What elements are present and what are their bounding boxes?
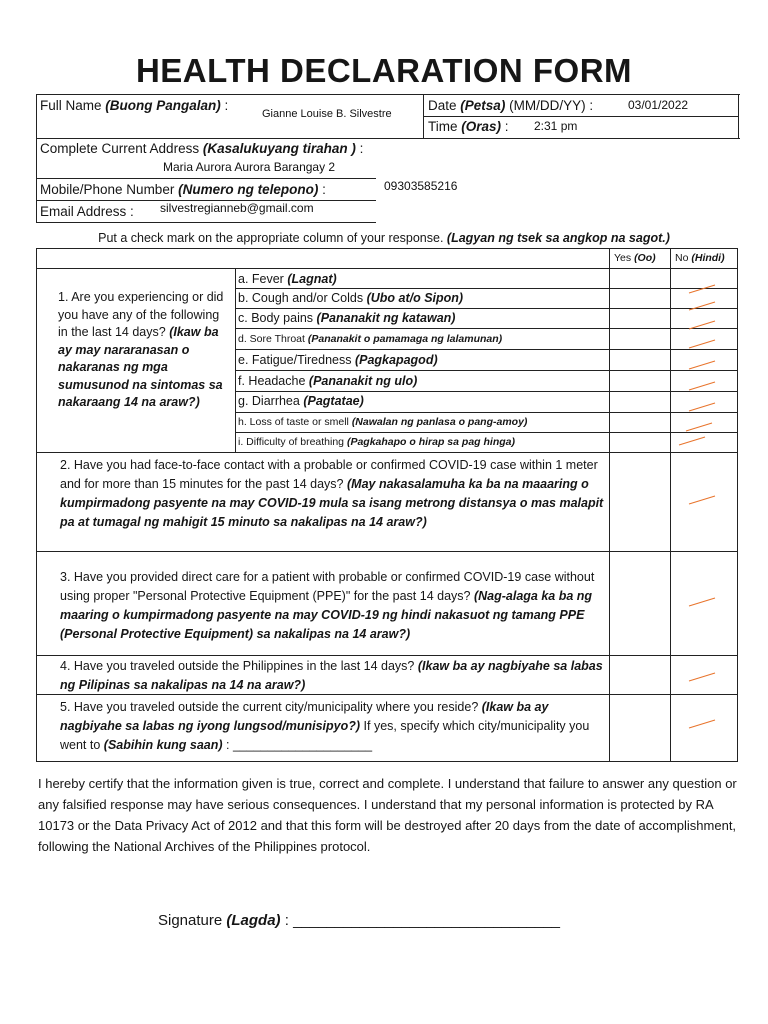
name-row-bottom (36, 138, 740, 139)
check-mark-q2-no[interactable] (688, 495, 716, 505)
symptom-sore-throat: d. Sore Throat (Pananakit o pamamaga ng lalamunan) (238, 333, 503, 345)
certification-text: I hereby certify that the information given is true, correct and complete. I understand that failure to answer any question or any falsified response may have serious consequences. I understand that my personal information is protected by RA 10173 or the Data Privacy Act of 2012 and that this form will be destroyed after 20 days from the date of accomplishment, following the National Archives of the Philippines protocol. (38, 776, 737, 854)
check-mark-q5-no[interactable] (688, 719, 716, 729)
header-left-border (36, 94, 37, 222)
form-title: HEALTH DECLARATION FORM (135, 52, 633, 89)
symptom-row-line (235, 370, 738, 371)
date-field[interactable]: 03/01/2022 (628, 98, 689, 112)
check-mark-q3-no[interactable] (688, 597, 716, 607)
symptom-row-line (235, 349, 738, 350)
table-left-border (36, 248, 37, 762)
symptom-diarrhea: g. Diarrhea (Pagtatae) (238, 394, 364, 408)
check-mark-fatigue-no[interactable] (688, 360, 716, 370)
symptom-headache: f. Headache (Pananakit ng ulo) (238, 374, 418, 388)
check-mark-fever-no[interactable] (688, 284, 716, 294)
signature-field[interactable]: Signature (Lagda) : ________________________________ (158, 912, 561, 929)
question-1-text: 1. Are you experiencing or did you have any of the following in the last 14 days? (Ikaw ba ay may nararanasan o nakaranas ng mga sumusunod na sintomas sa nakaraang 14 na araw?) (58, 290, 224, 409)
symptom-row-line (235, 308, 738, 309)
check-mark-loss-of-taste-no[interactable] (685, 422, 713, 432)
header-row-bottom (36, 268, 738, 269)
symptom-cough: b. Cough and/or Colds (Ubo at/o Sipon) (238, 291, 464, 305)
check-mark-diarrhea-no[interactable] (688, 402, 716, 412)
phone-field[interactable]: 09303585216 (384, 179, 458, 193)
table-top-border (36, 248, 738, 249)
questions-table (36, 248, 738, 762)
question-2-text: 2. Have you had face-to-face contact with a probable or confirmed COVID-19 case within 1 meter and for more than 15 minutes for the past 14 days? (May nakasalamuha ka ba na maaaring o kumpirmadong pasyente na may COVID-19 mula sa isang metrong distansya o mas malapit pa at tumagal ng mahigit 15 minuto sa nakalipas na 14 araw?) (60, 458, 604, 529)
email-row-bottom (36, 222, 376, 223)
check-mark-cough-no[interactable] (688, 301, 716, 311)
email-label: Email Address : (40, 204, 134, 219)
q1-row-bottom (36, 452, 738, 453)
symptom-fever: a. Fever (Lagnat) (238, 272, 337, 286)
check-mark-q4-no[interactable] (688, 672, 716, 682)
question-4-text: 4. Have you traveled outside the Philippines in the last 14 days? (Ikaw ba ay nagbiyahe sa labas ng Pilipinas sa nakalipas na 14 na araw?) (60, 659, 603, 692)
yes-column-header: Yes (Oo) (614, 252, 656, 264)
date-label: Date (Petsa) (MM/DD/YY) : (428, 98, 594, 113)
symptom-row-line (235, 328, 738, 329)
email-field[interactable]: silvestregianneb@gmail.com (160, 201, 314, 215)
check-mark-headache-no[interactable] (688, 381, 716, 391)
full-name-label: Full Name (Buong Pangalan) : (40, 98, 229, 113)
header-top-border (36, 94, 740, 95)
question-5-text: 5. Have you traveled outside the current city/municipality where you reside? (Ikaw ba ay nagbiyahe sa labas ng iyong lungsod/munisipyo?) If yes, specify which city/municipality you went to (Sabihin kung saan) : ____________________ (60, 700, 590, 752)
no-column-header: No (Hindi) (675, 252, 725, 264)
symptom-body-pains: c. Body pains (Pananakit ng katawan) (238, 311, 456, 325)
symptom-fatigue: e. Fatigue/Tiredness (Pagkapagod) (238, 353, 438, 367)
address-field[interactable]: Maria Aurora Aurora Barangay 2 (163, 160, 336, 174)
table-right-border (737, 248, 738, 762)
symptom-row-line (235, 391, 738, 392)
yes-column-divider (609, 248, 610, 762)
date-time-divider (423, 116, 739, 117)
q2-row-bottom (36, 551, 738, 552)
symptom-row-line (235, 288, 738, 289)
time-field[interactable]: 2:31 pm (534, 119, 578, 133)
instruction-text: Put a check mark on the appropriate column of your response. (Lagyan ng tsek sa angkop na sagot.) (98, 231, 670, 245)
no-column-divider (670, 248, 671, 762)
check-mark-sore-throat-no[interactable] (688, 339, 716, 349)
time-label: Time (Oras) : (428, 119, 509, 134)
question-3-text: 3. Have you provided direct care for a patient with probable or confirmed COVID-19 case without using proper "Personal Protective Equipment (PPE)" for the past 14 days? (Nag-alaga ka ba ng maaring o kumpirmadong pasyente na may COVID-19 ng hindi nakasuot ng tamang PPE (Personal Protective Equipment) sa nakalipas na 14 araw?) (60, 570, 595, 641)
symptom-loss-of-taste: h. Loss of taste or smell (Nawalan ng panlasa o pang-amoy) (238, 416, 528, 428)
check-mark-difficulty-breathing-no[interactable] (678, 436, 706, 446)
check-mark-body-pains-no[interactable] (688, 320, 716, 330)
address-row-bottom (36, 178, 376, 179)
symptom-difficulty-breathing: i. Difficulty of breathing (Pagkahapo o hirap sa pag hinga) (238, 436, 515, 448)
symptom-row-line (235, 412, 738, 413)
phone-label: Mobile/Phone Number (Numero ng telepono) : (40, 182, 326, 197)
full-name-field[interactable]: Gianne Louise B. Silvestre (262, 108, 392, 120)
symptom-row-line (235, 432, 738, 433)
q3-row-bottom (36, 655, 738, 656)
address-label: Complete Current Address (Kasalukuyang tirahan ) : (40, 141, 364, 156)
symptom-column-divider (235, 268, 236, 452)
table-bottom-border (36, 761, 738, 762)
